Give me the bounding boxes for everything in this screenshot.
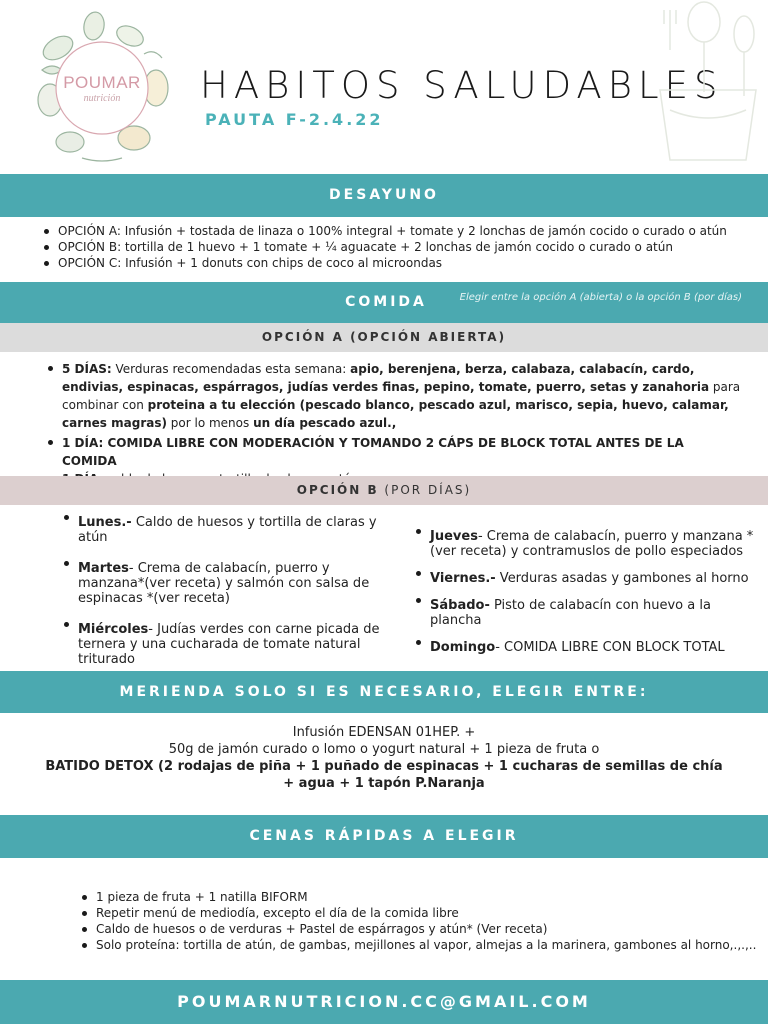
item-vegetables: apio, berenjena, berza, calabaza, calabacín, cardo, endivias, espinacas, espárragos, judías verdes finas, pepino, tomate, puerro, setas y zanahoria	[62, 362, 710, 394]
day-meal: Verduras asadas y gambones al horno	[495, 571, 749, 586]
list-item	[64, 515, 384, 545]
list-item: OPCIÓN B: tortilla de 1 huevo + 1 tomate + ¼ aguacate + 2 lonchas de jamón cocido o curado o atún	[44, 239, 764, 255]
list-item	[64, 561, 384, 606]
list-item	[48, 360, 742, 432]
merienda-line: 50g de jamón curado o lomo o yogurt natural + 1 pieza de fruta o	[168, 742, 600, 757]
list-item: Repetir menú de mediodía, excepto el día de la comida libre	[82, 905, 762, 921]
merienda-detox: BATIDO DETOX (2 rodajas de piña + 1 puñado de espinacas + 1 cucharas de semillas de chía + agua + 1 tapón P.Naranja	[45, 759, 723, 791]
section-comida-heading	[0, 282, 768, 323]
list-item: Caldo de huesos o de verduras + Pastel de espárragos y atún* (Ver receta)	[82, 921, 762, 937]
item-fish: un día pescado azul.,	[253, 416, 397, 430]
list-item	[48, 434, 742, 470]
list-item: 1 pieza de fruta + 1 natilla BIFORM	[82, 889, 762, 905]
page-subtitle: PAUTA F-2.4.22	[205, 110, 384, 129]
day-meal: Caldo de huesos y tortilla de claras y atún	[78, 515, 377, 545]
list-item: OPCIÓN A: Infusión + tostada de linaza o 100% integral + tomate y 2 lonchas de jamón cocido o curado o atún	[44, 223, 764, 239]
day-meal: - Judías verdes con carne picada de ternera y una cucharada de tomate natural triturado	[78, 622, 380, 667]
list-item: Solo proteína: tortilla de atún, de gambas, mejillones al vapor, almejas a la marinera, gambones al horno,.,.,..	[82, 937, 762, 953]
item-text: Verduras recomendadas esta semana:	[111, 362, 351, 376]
comida-note: Elegir entre la opción A (abierta) o la opción B (por días)	[459, 292, 742, 303]
day-label: Sábado-	[430, 598, 490, 613]
opcion-a-heading: OPCIÓN A (OPCIÓN ABIERTA)	[0, 323, 768, 352]
opcion-b-right-list	[416, 529, 756, 655]
item-protein: proteina a tu elección (pescado blanco, pescado azul, marisco, sepia, huevo, calamar, carnes magras)	[62, 398, 729, 430]
day-meal: - COMIDA LIBRE CON BLOCK TOTAL	[495, 640, 725, 655]
item-text: 1 DÍA: COMIDA LIBRE CON MODERACIÓN Y TOMANDO 2 CÁPS DE BLOCK TOTAL ANTES DE LA COMIDA	[62, 436, 684, 468]
list-item	[416, 640, 756, 655]
merienda-line: Infusión EDENSAN 01HEP. +	[292, 725, 476, 740]
contact-email[interactable]: POUMARNUTRICION.CC@GMAIL.COM	[0, 980, 768, 1024]
page-header	[0, 0, 768, 174]
opcion-b-left-list	[64, 515, 384, 667]
logo-subtext: nutrición	[83, 93, 121, 104]
list-item: OPCIÓN C: Infusión + 1 donuts con chips de coco al microondas	[44, 255, 764, 271]
list-item	[64, 622, 384, 667]
item-text: para combinar con	[62, 380, 741, 412]
opcion-b-heading	[0, 476, 768, 505]
day-label: Miércoles	[78, 622, 149, 637]
day-meal: - Crema de calabacín, puerro y manzana*(ver receta) y salmón con salsa de espinacas *(ver receta)	[78, 561, 370, 606]
logo-text: POUMAR	[63, 73, 141, 92]
day-label: Lunes.-	[78, 515, 132, 530]
day-meal: - Crema de calabacín, puerro y manzana *(ver receta) y contramuslos de pollo especiados	[430, 529, 754, 559]
logo-wreath	[22, 8, 182, 168]
opcion-a-list	[48, 360, 742, 488]
day-label: Viernes.-	[430, 571, 496, 586]
item-text: por lo menos	[166, 416, 254, 430]
section-desayuno-heading: DESAYUNO	[0, 174, 768, 217]
day-label: Martes	[78, 561, 129, 576]
day-label: Jueves	[430, 529, 478, 544]
kitchen-utensils-decoration	[640, 0, 768, 174]
day-label: Domingo	[430, 640, 496, 655]
opcion-b-subtitle: (POR DÍAS)	[378, 483, 472, 497]
section-merienda-heading: MERIENDA SOLO SI ES NECESARIO, ELEGIR ENTRE:	[0, 671, 768, 713]
list-item	[416, 598, 756, 628]
desayuno-list	[44, 223, 764, 271]
item-label: 5 DÍAS:	[62, 362, 112, 376]
section-cenas-heading: CENAS RÁPIDAS A ELEGIR	[0, 815, 768, 858]
list-item	[416, 571, 756, 586]
list-item	[416, 529, 756, 559]
opcion-b-title: OPCIÓN B	[296, 483, 379, 497]
page-title: HABITOS SALUDABLES	[200, 64, 724, 107]
merienda-content	[40, 724, 728, 792]
comida-title: COMIDA	[345, 294, 427, 310]
cenas-list	[82, 889, 762, 953]
day-meal: Pisto de calabacín con huevo a la plancha	[430, 598, 711, 628]
